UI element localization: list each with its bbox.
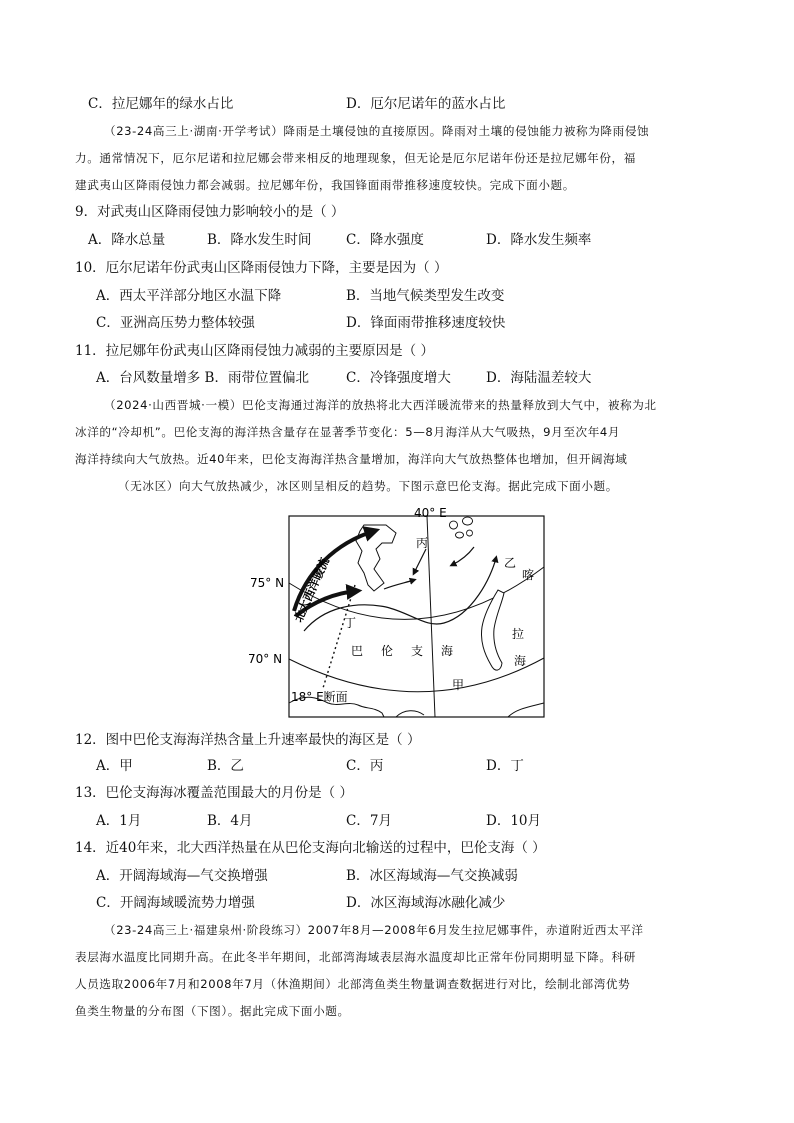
label-bing: 丙 bbox=[416, 536, 429, 550]
q12-option-a: A．甲 bbox=[96, 758, 133, 774]
coastline bbox=[396, 711, 424, 717]
franz-josef-island bbox=[456, 532, 464, 538]
meridian-40e bbox=[427, 516, 435, 717]
label-lon40: 40° E bbox=[414, 506, 447, 520]
q11-option-c: C．冷锋强度增大 bbox=[346, 370, 451, 386]
label-ding: 丁 bbox=[344, 616, 357, 630]
label-north-atlantic-drift: 北大西洋暖流 bbox=[290, 555, 332, 625]
passage2-line: 冰洋的“冷却机”。巴伦支海的海洋热含量存在显著季节变化：5—8月海洋从大气吸热，9月至次年4月 bbox=[75, 425, 621, 439]
q9-option-b: B．降水发生时间 bbox=[207, 232, 312, 248]
parallel-70n bbox=[289, 658, 544, 692]
q14-option-b: B．冰区海域海—气交换减弱 bbox=[346, 868, 518, 884]
passage3-line: 人员选取2006年7月和2008年7月（休渔期间）北部湾鱼类生物量调查数据进行对比，绘制北部湾优势 bbox=[75, 977, 631, 991]
q12-option-d: D．丁 bbox=[486, 758, 524, 774]
q11-option-d: D．海陆温差较大 bbox=[486, 370, 592, 386]
label-section-18e: 18° E断面 bbox=[291, 690, 348, 704]
label-jia: 甲 bbox=[452, 678, 465, 692]
q12-option-c: C．丙 bbox=[346, 758, 384, 774]
passage2-line: 海洋持续向大气放热。近40年来，巴伦支海海洋热含量增加，海洋向大气放热整体也增加，但开阔海域 bbox=[75, 452, 628, 466]
q10-option-d: D．锋面雨带推移速度较快 bbox=[346, 315, 506, 331]
label-sea-lun: 伦 bbox=[381, 644, 394, 658]
coastline bbox=[508, 703, 544, 717]
label-lat70: 70° N bbox=[248, 652, 283, 666]
q14-stem: 14．近40年来，北大西洋热量在从巴伦支海向北输送的过程中，巴伦支海（ ） bbox=[75, 840, 546, 856]
q13-stem: 13．巴伦支海海冰覆盖范围最大的月份是（ ） bbox=[75, 785, 353, 801]
label-kara-la: 拉 bbox=[512, 627, 525, 641]
q13-option-a: A．1月 bbox=[96, 813, 142, 829]
q13-option-b: B．4月 bbox=[207, 813, 253, 829]
label-kara-ka: 喀 bbox=[522, 568, 535, 582]
q10-option-c: C．亚洲高压势力整体较强 bbox=[96, 315, 255, 331]
barents-sea-map bbox=[246, 503, 556, 721]
franz-josef-island bbox=[467, 530, 473, 536]
q14-option-d: D．冰区海域海冰融化减少 bbox=[346, 895, 506, 911]
q8-option-d: D．厄尔尼诺年的蓝水占比 bbox=[346, 96, 506, 112]
passage3-line: 表层海水温度比同期升高。在此冬半年期间，北部湾海域表层海水温度却比正常年份同期明显下降。科研 bbox=[75, 950, 636, 964]
q9-stem: 9．对武夷山区降雨侵蚀力影响较小的是（ ） bbox=[75, 204, 345, 220]
q13-option-c: C．7月 bbox=[346, 813, 392, 829]
parallel-75n bbox=[289, 567, 544, 619]
q10-option-a: A．西太平洋部分地区水温下降 bbox=[96, 288, 282, 304]
passage2-line: （无冰区）向大气放热减少，冰区则呈相反的趋势。下图示意巴伦支海。据此完成下面小题。 bbox=[118, 479, 618, 493]
passage3-line: （23-24高三上·福建泉州·阶段练习）2007年8月—2008年6月发生拉尼娜事件，赤道附近西太平洋 bbox=[104, 923, 644, 937]
franz-josef-island bbox=[450, 521, 458, 529]
q9-option-a: A．降水总量 bbox=[88, 232, 166, 248]
label-kara-hai: 海 bbox=[514, 654, 527, 668]
q14-option-c: C．开阔海域暖流势力增强 bbox=[96, 895, 255, 911]
label-sea-zhi: 支 bbox=[411, 644, 424, 658]
passage1-line: 建武夷山区降雨侵蚀力都会减弱。拉尼娜年份，我国锋面雨带推移速度较快。完成下面小题。 bbox=[75, 178, 575, 192]
q8-option-c: C．拉尼娜年的绿水占比 bbox=[88, 96, 234, 112]
franz-josef-island bbox=[463, 517, 473, 525]
q11-stem: 11．拉尼娜年份武夷山区降雨侵蚀力减弱的主要原因是（ ） bbox=[75, 343, 434, 359]
current-arrow bbox=[384, 580, 414, 589]
q11-option-ab: A．台风数量增多 B．雨带位置偏北 bbox=[96, 370, 309, 386]
passage2-line: （2024·山西晋城·一模）巴伦支海通过海洋的放热将北大西洋暖流带来的热量释放到大气中，被称为北 bbox=[104, 398, 657, 412]
label-lat75: 75° N bbox=[250, 576, 285, 590]
q14-option-a: A．开阔海域海—气交换增强 bbox=[96, 868, 268, 884]
q12-stem: 12．图中巴伦支海海洋热含量上升速率最快的海区是（ ） bbox=[75, 732, 421, 748]
section-line-18e bbox=[323, 585, 355, 688]
passage3-line: 鱼类生物量的分布图（下图）。据此完成下面小题。 bbox=[75, 1004, 350, 1018]
label-sea-hai: 海 bbox=[441, 644, 454, 658]
passage1-line: （23-24高三上·湖南·开学考试）降雨是土壤侵蚀的直接原因。降雨对土壤的侵蚀能力被称为降雨侵蚀 bbox=[104, 124, 650, 138]
current-arrow bbox=[452, 547, 474, 565]
passage1-line: 力。通常情况下，厄尔尼诺和拉尼娜会带来相反的地理现象，但无论是厄尔尼诺年份还是拉尼娜年份，福 bbox=[75, 151, 636, 165]
q9-option-c: C．降水强度 bbox=[346, 232, 424, 248]
current-arrow bbox=[414, 549, 426, 573]
q10-stem: 10．厄尔尼诺年份武夷山区降雨侵蚀力下降，主要是因为（ ） bbox=[75, 260, 448, 276]
q13-option-d: D．10月 bbox=[486, 813, 542, 829]
label-yi: 乙 bbox=[504, 556, 517, 570]
q12-option-b: B．乙 bbox=[207, 758, 244, 774]
q9-option-d: D．降水发生频率 bbox=[486, 232, 592, 248]
label-sea-ba: 巴 bbox=[351, 644, 364, 658]
q10-option-b: B．当地气候类型发生改变 bbox=[346, 288, 505, 304]
